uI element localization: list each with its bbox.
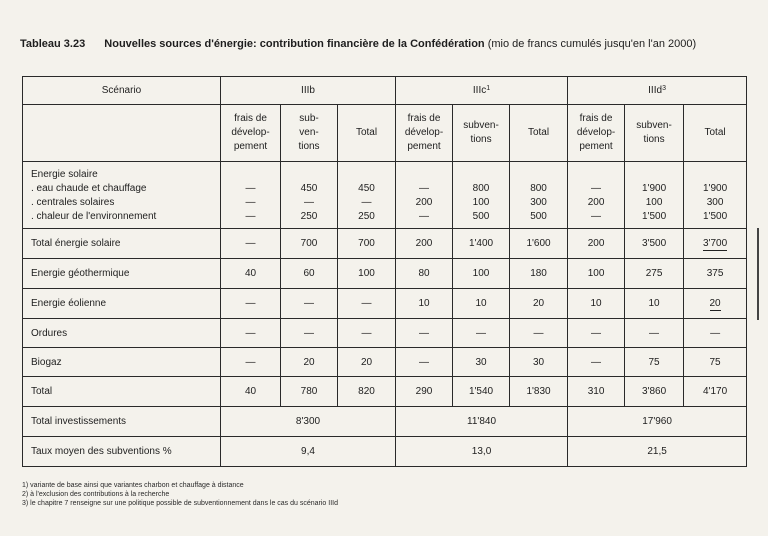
table-cell: 180 (510, 259, 568, 289)
table-cell: 200 (396, 229, 453, 259)
col-frais-header: frais de dévelop- pement (221, 105, 281, 162)
table-cell: 3'500 (625, 229, 684, 259)
table-cell: 1'600 (510, 229, 568, 259)
solar-cell: 1'900 100 1'500 (625, 162, 684, 229)
table-cell: 11'840 (396, 407, 568, 437)
table-cell: 75 (625, 348, 684, 377)
table-cell: — (221, 229, 281, 259)
table-cell: 40 (221, 259, 281, 289)
table-cell: 10 (396, 289, 453, 319)
row-label: Taux moyen des subventions % (23, 437, 221, 467)
table-cell: 3'860 (625, 377, 684, 407)
table-cell: 10 (568, 289, 625, 319)
table-cell: 10 (625, 289, 684, 319)
table-cell: 1'830 (510, 377, 568, 407)
footnotes (22, 481, 338, 508)
col-subventions-header: subven- tions (453, 105, 510, 162)
table-cell: 20 (338, 348, 396, 377)
table-cell: 310 (568, 377, 625, 407)
solar-cell: 450 — 250 (338, 162, 396, 229)
table-cell: — (281, 289, 338, 319)
table-cell-underlined: 20 (684, 289, 747, 319)
scenario-iiid-header: IIId$^3$ (568, 77, 747, 105)
table-cell: — (568, 348, 625, 377)
footnote: 2) à l'exclusion des contributions à la recherche (22, 491, 170, 498)
solar-cell: 800 300 500 (510, 162, 568, 229)
footnote-marker: 3 (662, 85, 666, 92)
solar-cell: 800 100 500 (453, 162, 510, 229)
table-cell: 20 (510, 289, 568, 319)
row-label: Ordures (23, 319, 221, 348)
subheader-row (23, 105, 747, 162)
table-cell: 17'960 (568, 407, 747, 437)
table-title (20, 38, 760, 50)
table-row (23, 229, 747, 259)
table-cell: 20 (281, 348, 338, 377)
table-row-total (23, 377, 747, 407)
table-cell: 100 (453, 259, 510, 289)
row-label: Total énergie solaire (23, 229, 221, 259)
col-subventions-header: subven- tions (625, 105, 684, 162)
table-row (23, 348, 747, 377)
table-cell: — (396, 348, 453, 377)
investissements-row (23, 407, 747, 437)
table-cell: 8'300 (221, 407, 396, 437)
table-cell: 4'170 (684, 377, 747, 407)
table-cell: — (625, 319, 684, 348)
table-cell: 80 (396, 259, 453, 289)
row-label: Total investissements (23, 407, 221, 437)
footnote: 3) le chapitre 7 renseigne sur une politique possible de subventionnement dans le cas du scénario IIId (22, 500, 338, 507)
table-cell: — (221, 319, 281, 348)
table-title-main: Nouvelles sources d'énergie: contribution financière de la Confédération (104, 38, 485, 50)
table-cell: 30 (510, 348, 568, 377)
table-cell: — (221, 289, 281, 319)
solar-cell: — 200 — (568, 162, 625, 229)
table-cell: 290 (396, 377, 453, 407)
table-cell: — (510, 319, 568, 348)
table-cell: — (281, 319, 338, 348)
col-total-header: Total (510, 105, 568, 162)
taux-row (23, 437, 747, 467)
table-cell: — (453, 319, 510, 348)
table-cell: 200 (568, 229, 625, 259)
margin-mark (757, 228, 759, 320)
scenario-iiic-header: IIIc$^1$ (396, 77, 568, 105)
table-cell: 100 (338, 259, 396, 289)
table-cell: 1'540 (453, 377, 510, 407)
row-label: Total (23, 377, 221, 407)
footnote: 1) variante de base ainsi que variantes charbon et chauffage à distance (22, 482, 244, 489)
table-cell: — (338, 289, 396, 319)
table-cell: 9,4 (221, 437, 396, 467)
row-label: Energie géothermique (23, 259, 221, 289)
table-cell: — (568, 319, 625, 348)
table-cell: 75 (684, 348, 747, 377)
solar-cell: 450 — 250 (281, 162, 338, 229)
footnote-marker: 1 (486, 85, 491, 92)
table-cell: 21,5 (568, 437, 747, 467)
table-cell: 100 (568, 259, 625, 289)
solar-cell: — — — (221, 162, 281, 229)
col-total-header: Total (684, 105, 747, 162)
solar-cell: — 200 — (396, 162, 453, 229)
col-total-header: Total (338, 105, 396, 162)
table-cell: — (338, 319, 396, 348)
col-subventions-header: sub- ven- tions (281, 105, 338, 162)
table-cell: 700 (281, 229, 338, 259)
table-cell: 40 (221, 377, 281, 407)
table-row (23, 319, 747, 348)
table-cell: 1'400 (453, 229, 510, 259)
table-cell: 13,0 (396, 437, 568, 467)
table-cell: 820 (338, 377, 396, 407)
col-frais-header: frais de dévelop- pement (568, 105, 625, 162)
table-cell-underlined: 3'700 (684, 229, 747, 259)
solar-cell: 1'900 300 1'500 (684, 162, 747, 229)
table-cell: — (684, 319, 747, 348)
solar-row (23, 162, 747, 229)
table-cell: 10 (453, 289, 510, 319)
solar-labels: Energie solaire . eau chaude et chauffage . centrales solaires . chaleur de l'environnement (23, 162, 221, 229)
col-frais-header: frais de dévelop- pement (396, 105, 453, 162)
table-cell: 780 (281, 377, 338, 407)
table-row (23, 289, 747, 319)
table-cell: — (221, 348, 281, 377)
scenario-header: Scénario (23, 77, 221, 105)
header-row (23, 77, 747, 105)
table-title-units: (mio de francs cumulés jusqu'en l'an 2000) (487, 38, 697, 50)
row-label: Biogaz (23, 348, 221, 377)
table-number: Tableau 3.23 (20, 38, 86, 50)
funding-table (22, 76, 747, 467)
table-cell: 275 (625, 259, 684, 289)
scenario-iiib-header: IIIb (221, 77, 396, 105)
table-cell: 30 (453, 348, 510, 377)
table-cell: — (396, 319, 453, 348)
table-cell: 700 (338, 229, 396, 259)
table-cell: 60 (281, 259, 338, 289)
table-cell: 375 (684, 259, 747, 289)
table-row (23, 259, 747, 289)
row-label: Energie éolienne (23, 289, 221, 319)
